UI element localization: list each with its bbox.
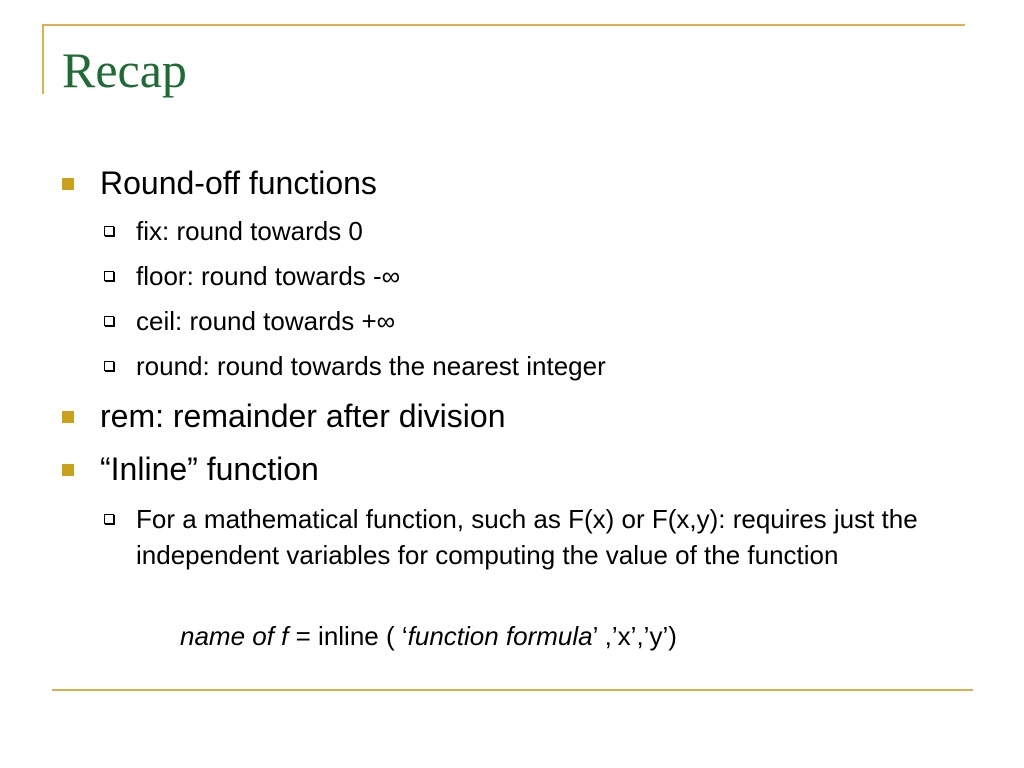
formula-close-quote: ’ <box>592 621 598 651</box>
hollow-square-bullet-icon <box>104 514 114 524</box>
bullet-round-off <box>100 164 377 202</box>
sub-bullet-label: For a mathematical function, such as F(x) or F(x,y): requires just the independent variables for computing the value of the function <box>136 504 918 570</box>
hollow-square-bullet-icon <box>104 271 114 281</box>
hollow-square-bullet-icon <box>104 361 114 371</box>
bullet-rem <box>100 397 505 435</box>
formula-name: name of f <box>180 621 289 651</box>
bullet-label: rem: remainder after division <box>100 398 506 434</box>
formula-body: function formula <box>407 621 593 651</box>
bullet-label: “Inline” function <box>100 451 319 487</box>
hollow-square-bullet-icon <box>104 226 114 236</box>
sub-bullet-fix <box>136 213 363 249</box>
formula-open-quote: ‘ <box>394 621 408 651</box>
square-bullet-icon <box>62 178 74 190</box>
inline-formula <box>180 618 677 654</box>
sub-bullet-label: fix: round towards 0 <box>136 216 363 246</box>
bullet-label: Round-off functions <box>100 165 377 201</box>
sub-bullet-label: round: round towards the nearest integer <box>136 351 606 381</box>
formula-args: ,’x’,’y’) <box>597 621 677 651</box>
bottom-rule <box>52 689 973 691</box>
square-bullet-icon <box>62 411 74 423</box>
sub-bullet-floor <box>136 258 400 294</box>
sub-bullet-label: floor: round towards -∞ <box>136 261 401 291</box>
bullet-inline <box>100 450 319 488</box>
square-bullet-icon <box>62 464 74 476</box>
hollow-square-bullet-icon <box>104 316 114 326</box>
sub-bullet-round <box>136 348 606 384</box>
sub-bullet-ceil <box>136 303 395 339</box>
slide-title: Recap <box>62 42 187 98</box>
sub-bullet-inline-description <box>136 501 936 573</box>
left-rule <box>42 24 44 94</box>
formula-equals: = inline ( <box>288 621 395 651</box>
top-rule <box>42 24 965 26</box>
sub-bullet-label: ceil: round towards +∞ <box>136 306 396 336</box>
